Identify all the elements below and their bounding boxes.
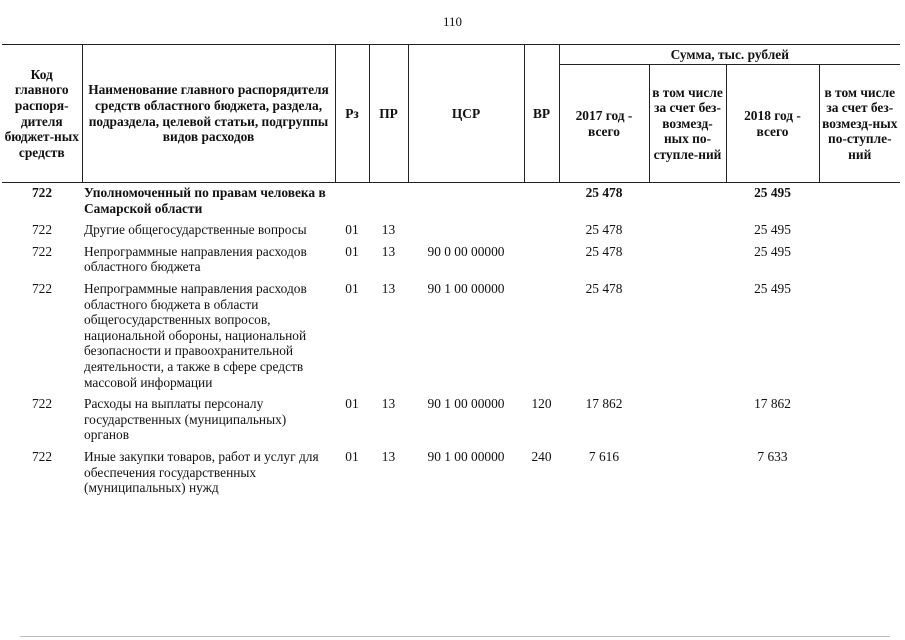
- header-rz: Рз: [335, 45, 369, 183]
- table-row: [2, 218, 900, 240]
- header-code: Код главного распоря-дителя бюджет-ных средств: [2, 45, 82, 183]
- cell-code: 722: [31, 185, 53, 200]
- cell-name: Уполномоченный по правам человека в Самарской области: [84, 185, 326, 216]
- cell-csr: [408, 218, 524, 240]
- budget-table: [2, 44, 900, 498]
- cell-vr: [524, 183, 559, 219]
- cell-rz: 01: [345, 243, 359, 259]
- table-row: [2, 392, 900, 445]
- cell-rz: [335, 183, 369, 219]
- page-bottom-divider: [20, 636, 890, 637]
- cell-name: Другие общегосударственные вопросы: [84, 222, 307, 238]
- cell-pr: 13: [381, 243, 396, 259]
- header-free-2018: в том числе за счет без-возмезд-ных по-ступле-ний: [819, 65, 900, 183]
- cell-total-2018: 7 633: [757, 448, 788, 464]
- cell-name: Иные закупки товаров, работ и услуг для обеспечения государственных (муниципальных) нужд: [84, 448, 319, 496]
- header-name: Наименование главного распорядителя средств областного бюджета, раздела, подраздела, целевой статьи, подгруппы видов расходов: [82, 45, 335, 183]
- cell-code: 722: [31, 243, 53, 259]
- cell-vr: [524, 218, 559, 240]
- cell-total-2018: 25 495: [754, 222, 791, 238]
- cell-rz: 01: [345, 396, 359, 412]
- cell-pr: 13: [381, 448, 396, 464]
- cell-total-2017: 25 478: [585, 185, 623, 200]
- cell-free-2017: [649, 445, 726, 498]
- table-row: [2, 277, 900, 392]
- header-vr: ВР: [524, 45, 559, 183]
- cell-free-2017: [649, 277, 726, 392]
- cell-csr: 90 1 00 00000: [427, 396, 505, 412]
- cell-total-2017: 25 478: [585, 280, 623, 296]
- cell-free-2018: [819, 218, 900, 240]
- cell-rz: 01: [345, 222, 359, 238]
- header-pr: ПР: [369, 45, 408, 183]
- header-csr: ЦСР: [408, 45, 524, 183]
- cell-name: Расходы на выплаты персоналу государственных (муниципальных) органов: [84, 396, 287, 443]
- header-free-2017: в том числе за счет без-возмезд-ных по-ступле-ний: [649, 65, 726, 183]
- cell-code: 722: [31, 280, 53, 296]
- cell-csr: 90 1 00 00000: [427, 448, 505, 464]
- cell-free-2018: [819, 277, 900, 392]
- cell-rz: 01: [345, 448, 359, 464]
- cell-pr: 13: [381, 222, 396, 238]
- cell-total-2018: 25 495: [754, 185, 791, 200]
- page-number: 110: [442, 14, 463, 29]
- cell-pr: [369, 183, 408, 219]
- header-total-2017: 2017 год - всего: [559, 65, 649, 183]
- cell-free-2017: [649, 218, 726, 240]
- table-row: [2, 183, 900, 219]
- cell-total-2017: 25 478: [585, 243, 623, 259]
- cell-csr: [408, 183, 524, 219]
- cell-pr: 13: [381, 280, 396, 296]
- cell-free-2017: [649, 183, 726, 219]
- cell-vr: [524, 240, 559, 277]
- cell-free-2018: [819, 392, 900, 445]
- cell-vr: 240: [531, 448, 552, 464]
- cell-free-2017: [649, 392, 726, 445]
- cell-code: 722: [31, 222, 53, 238]
- cell-name: Непрограммные направления расходов областного бюджета в области общегосударственных вопросов, национальной обороны, национальной безопасности и правоохранительной деятельности, а также в сфере средств массовой информации: [84, 280, 307, 390]
- cell-pr: 13: [381, 396, 396, 412]
- cell-rz: 01: [345, 280, 359, 296]
- cell-total-2018: 25 495: [754, 243, 791, 259]
- cell-total-2017: 25 478: [585, 222, 623, 238]
- cell-total-2018: 25 495: [754, 280, 791, 296]
- header-total-2018: 2018 год - всего: [726, 65, 819, 183]
- table-row: [2, 240, 900, 277]
- cell-name: Непрограммные направления расходов областного бюджета: [84, 243, 307, 275]
- cell-code: 722: [31, 396, 53, 412]
- cell-total-2017: 7 616: [588, 448, 620, 464]
- cell-vr: [524, 277, 559, 392]
- cell-total-2017: 17 862: [585, 396, 623, 412]
- cell-free-2018: [819, 240, 900, 277]
- cell-vr: 120: [531, 396, 552, 412]
- table-row: [2, 445, 900, 498]
- header-sum-group: Сумма, тыс. рублей: [559, 45, 900, 65]
- cell-csr: 90 1 00 00000: [427, 280, 505, 296]
- cell-free-2018: [819, 445, 900, 498]
- cell-code: 722: [31, 448, 53, 464]
- cell-free-2018: [819, 183, 900, 219]
- cell-total-2018: 17 862: [754, 396, 791, 412]
- cell-free-2017: [649, 240, 726, 277]
- cell-csr: 90 0 00 00000: [427, 243, 505, 259]
